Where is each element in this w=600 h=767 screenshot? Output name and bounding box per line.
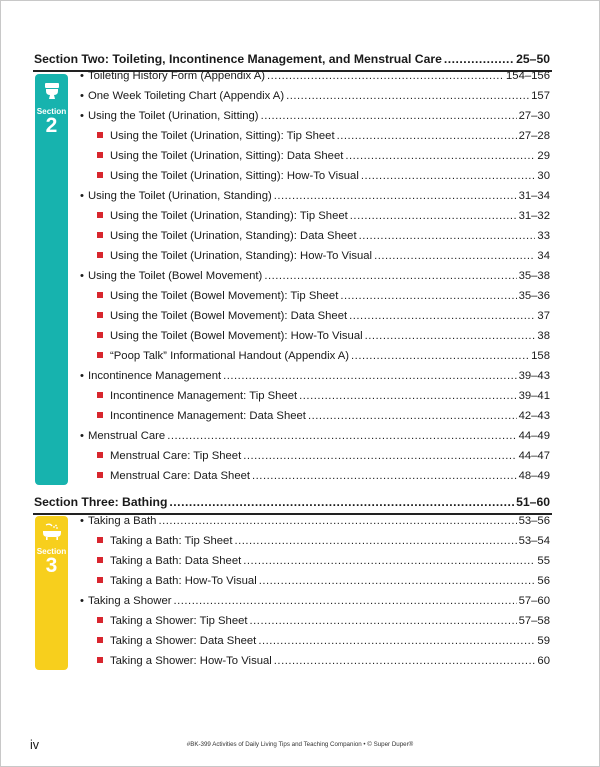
- dot-leader: [234, 535, 516, 547]
- entry-pages: 53–54: [518, 535, 550, 547]
- toc-entry[interactable]: [80, 595, 550, 611]
- entry-label: Incontinence Management: Tip Sheet: [110, 390, 298, 402]
- entry-label: Using the Toilet (Urination, Sitting): Data Sheet: [110, 150, 344, 162]
- dot-leader: [267, 70, 504, 82]
- red-square-bullet: [97, 412, 103, 418]
- page-number: iv: [30, 738, 40, 752]
- entry-label: Using the Toilet (Bowel Movement): Data Sheet: [110, 310, 348, 322]
- entry-pages: 57–60: [518, 595, 550, 607]
- section-pages: 25–50: [516, 52, 550, 66]
- entry-pages: 39–41: [518, 390, 550, 402]
- entry-label: Using the Toilet (Bowel Movement): Tip Sheet: [110, 290, 339, 302]
- section-tab-number: 3: [45, 554, 58, 577]
- entry-pages: 60: [537, 655, 550, 667]
- toc-entry[interactable]: [80, 270, 550, 286]
- entry-pages: 158: [531, 350, 550, 362]
- entry-pages: 33: [537, 230, 550, 242]
- dot-leader: [345, 150, 535, 162]
- dot-leader: [299, 390, 516, 402]
- entry-label: Incontinence Management: Data Sheet: [110, 410, 306, 422]
- red-square-bullet: [97, 352, 103, 358]
- dot-leader: [264, 270, 516, 282]
- entry-label: Taking a Bath: Data Sheet: [110, 555, 242, 567]
- bullet-dot: •: [80, 370, 84, 382]
- toc-subentry[interactable]: [97, 210, 550, 226]
- toilet-icon: [42, 81, 62, 101]
- dot-leader: [340, 290, 516, 302]
- red-square-bullet: [97, 152, 103, 158]
- entry-pages: 31–32: [518, 210, 550, 222]
- entry-pages: 37: [537, 310, 550, 322]
- entry-label: Using the Toilet (Urination, Standing): Tip Sheet: [110, 210, 348, 222]
- toc-subentry[interactable]: [97, 450, 550, 466]
- bullet-dot: •: [80, 190, 84, 202]
- bullet-dot: •: [80, 595, 84, 607]
- dot-leader: [359, 230, 536, 242]
- entry-pages: 56: [537, 575, 550, 587]
- toc-subentry[interactable]: [97, 555, 550, 571]
- toc-subentry[interactable]: [97, 310, 550, 326]
- dot-leader: [351, 350, 529, 362]
- section-three-title-row[interactable]: [34, 495, 550, 513]
- dot-leader: [365, 330, 536, 342]
- toc-subentry[interactable]: [97, 170, 550, 186]
- bullet-dot: •: [80, 70, 84, 82]
- entry-pages: 44–49: [518, 430, 550, 442]
- entry-pages: 154–156: [506, 70, 550, 82]
- toc-entry[interactable]: [80, 190, 550, 206]
- dot-leader: [374, 250, 535, 262]
- section-title: Section Two: Toileting, Incontinence Management, and Menstrual Care: [34, 52, 442, 66]
- toc-subentry[interactable]: [97, 230, 550, 246]
- entry-pages: 38: [537, 330, 550, 342]
- entry-pages: 27–30: [518, 110, 550, 122]
- entry-pages: 39–43: [518, 370, 550, 382]
- toc-subentry[interactable]: [97, 615, 550, 631]
- entry-label: Using the Toilet (Urination, Standing): Data Sheet: [110, 230, 357, 242]
- red-square-bullet: [97, 557, 103, 563]
- toc-subentry[interactable]: [97, 575, 550, 591]
- red-square-bullet: [97, 172, 103, 178]
- toc-entry[interactable]: [80, 430, 550, 446]
- toc-subentry[interactable]: [97, 635, 550, 651]
- entry-label: Using the Toilet (Bowel Movement): How-To Visual: [110, 330, 363, 342]
- toc-entry[interactable]: [80, 70, 550, 86]
- section-2-tab: [35, 74, 68, 485]
- toc-entry[interactable]: [80, 515, 550, 531]
- red-square-bullet: [97, 392, 103, 398]
- entry-pages: 53–56: [518, 515, 550, 527]
- toc-entry[interactable]: [80, 90, 550, 106]
- entry-pages: 48–49: [518, 470, 550, 482]
- section-title: Section Three: Bathing: [34, 495, 168, 509]
- red-square-bullet: [97, 212, 103, 218]
- entry-label: Menstrual Care: Tip Sheet: [110, 450, 242, 462]
- dot-leader: [274, 190, 517, 202]
- red-square-bullet: [97, 637, 103, 643]
- footer-credit: #BK-399 Activities of Daily Living Tips and Teaching Companion • © Super Duper®: [186, 741, 414, 748]
- entry-label: Toileting History Form (Appendix A): [87, 70, 266, 82]
- entry-pages: 42–43: [518, 410, 550, 422]
- toc-subentry[interactable]: [97, 290, 550, 306]
- dot-leader: [243, 450, 516, 462]
- entry-pages: 29: [537, 150, 550, 162]
- dot-leader: [243, 555, 535, 567]
- entry-pages: 27–28: [518, 130, 550, 142]
- entry-label: Using the Toilet (Urination, Sitting): [87, 110, 259, 122]
- red-square-bullet: [97, 252, 103, 258]
- dot-leader: [223, 370, 516, 382]
- entry-label: Menstrual Care: Data Sheet: [110, 470, 251, 482]
- entry-label: Incontinence Management: [87, 370, 222, 382]
- entry-label: Taking a Bath: How-To Visual: [110, 575, 257, 587]
- entry-label: Using the Toilet (Urination, Standing): How-To Visual: [110, 250, 373, 262]
- entry-label: Taking a Bath: Tip Sheet: [110, 535, 233, 547]
- entry-label: Menstrual Care: [87, 430, 166, 442]
- red-square-bullet: [97, 617, 103, 623]
- section-3-tab: [35, 516, 68, 670]
- toc-entry[interactable]: [80, 370, 550, 386]
- bathtub-icon: [41, 523, 63, 541]
- entry-pages: 31–34: [518, 190, 550, 202]
- entry-pages: 30: [537, 170, 550, 182]
- dot-leader: [258, 635, 535, 647]
- dot-leader: [286, 90, 529, 102]
- section-tab-word: Section: [36, 107, 67, 116]
- red-square-bullet: [97, 132, 103, 138]
- toc-subentry[interactable]: [97, 655, 550, 671]
- dot-leader: [361, 170, 536, 182]
- red-square-bullet: [97, 292, 103, 298]
- toc-entry[interactable]: [80, 110, 550, 126]
- entry-pages: 35–38: [518, 270, 550, 282]
- red-square-bullet: [97, 472, 103, 478]
- red-square-bullet: [97, 312, 103, 318]
- entry-label: Using the Toilet (Urination, Standing): [87, 190, 272, 202]
- bullet-dot: •: [80, 90, 84, 102]
- entry-label: Taking a Shower: Tip Sheet: [110, 615, 248, 627]
- entry-pages: 59: [537, 635, 550, 647]
- entry-label: Taking a Shower: [87, 595, 172, 607]
- bullet-dot: •: [80, 515, 84, 527]
- dot-leader: [349, 310, 535, 322]
- toc-subentry[interactable]: [97, 350, 550, 366]
- bullet-dot: •: [80, 270, 84, 282]
- dot-leader: [337, 130, 517, 142]
- section-tab-number: 2: [45, 114, 58, 137]
- entry-label: Taking a Bath: [87, 515, 157, 527]
- red-square-bullet: [97, 577, 103, 583]
- red-square-bullet: [97, 657, 103, 663]
- red-square-bullet: [97, 232, 103, 238]
- dot-leader: [444, 52, 514, 66]
- toc-subentry[interactable]: [97, 390, 550, 406]
- red-square-bullet: [97, 332, 103, 338]
- entry-label: Using the Toilet (Bowel Movement): [87, 270, 263, 282]
- dot-leader: [158, 515, 516, 527]
- section-tab-word: Section: [36, 547, 67, 556]
- dot-leader: [350, 210, 517, 222]
- toc-subentry[interactable]: [97, 250, 550, 266]
- dot-leader: [174, 595, 517, 607]
- toc-subentry[interactable]: [97, 130, 550, 146]
- dot-leader: [167, 430, 516, 442]
- entry-label: Using the Toilet (Urination, Sitting): Tip Sheet: [110, 130, 335, 142]
- dot-leader: [252, 470, 517, 482]
- entry-label: One Week Toileting Chart (Appendix A): [87, 90, 285, 102]
- bullet-dot: •: [80, 110, 84, 122]
- entry-pages: 57–58: [518, 615, 550, 627]
- toc-subentry[interactable]: [97, 470, 550, 486]
- dot-leader: [308, 410, 517, 422]
- entry-label: Taking a Shower: How-To Visual: [110, 655, 272, 667]
- bullet-dot: •: [80, 430, 84, 442]
- section-two-title-row[interactable]: [34, 52, 550, 70]
- toc-subentry[interactable]: [97, 410, 550, 426]
- dot-leader: [261, 110, 517, 122]
- entry-label: “Poop Talk” Informational Handout (Appendix A): [110, 350, 350, 362]
- entry-pages: 55: [537, 555, 550, 567]
- dot-leader: [250, 615, 517, 627]
- dot-leader: [169, 495, 514, 509]
- section-pages: 51–60: [516, 495, 550, 509]
- entry-pages: 35–36: [518, 290, 550, 302]
- entry-pages: 34: [537, 250, 550, 262]
- entry-pages: 157: [531, 90, 550, 102]
- entry-label: Using the Toilet (Urination, Sitting): How-To Visual: [110, 170, 359, 182]
- dot-leader: [274, 655, 536, 667]
- toc-subentry[interactable]: [97, 330, 550, 346]
- toc-subentry[interactable]: [97, 150, 550, 166]
- entry-label: Taking a Shower: Data Sheet: [110, 635, 257, 647]
- red-square-bullet: [97, 452, 103, 458]
- toc-subentry[interactable]: [97, 535, 550, 551]
- red-square-bullet: [97, 537, 103, 543]
- entry-pages: 44–47: [518, 450, 550, 462]
- dot-leader: [259, 575, 536, 587]
